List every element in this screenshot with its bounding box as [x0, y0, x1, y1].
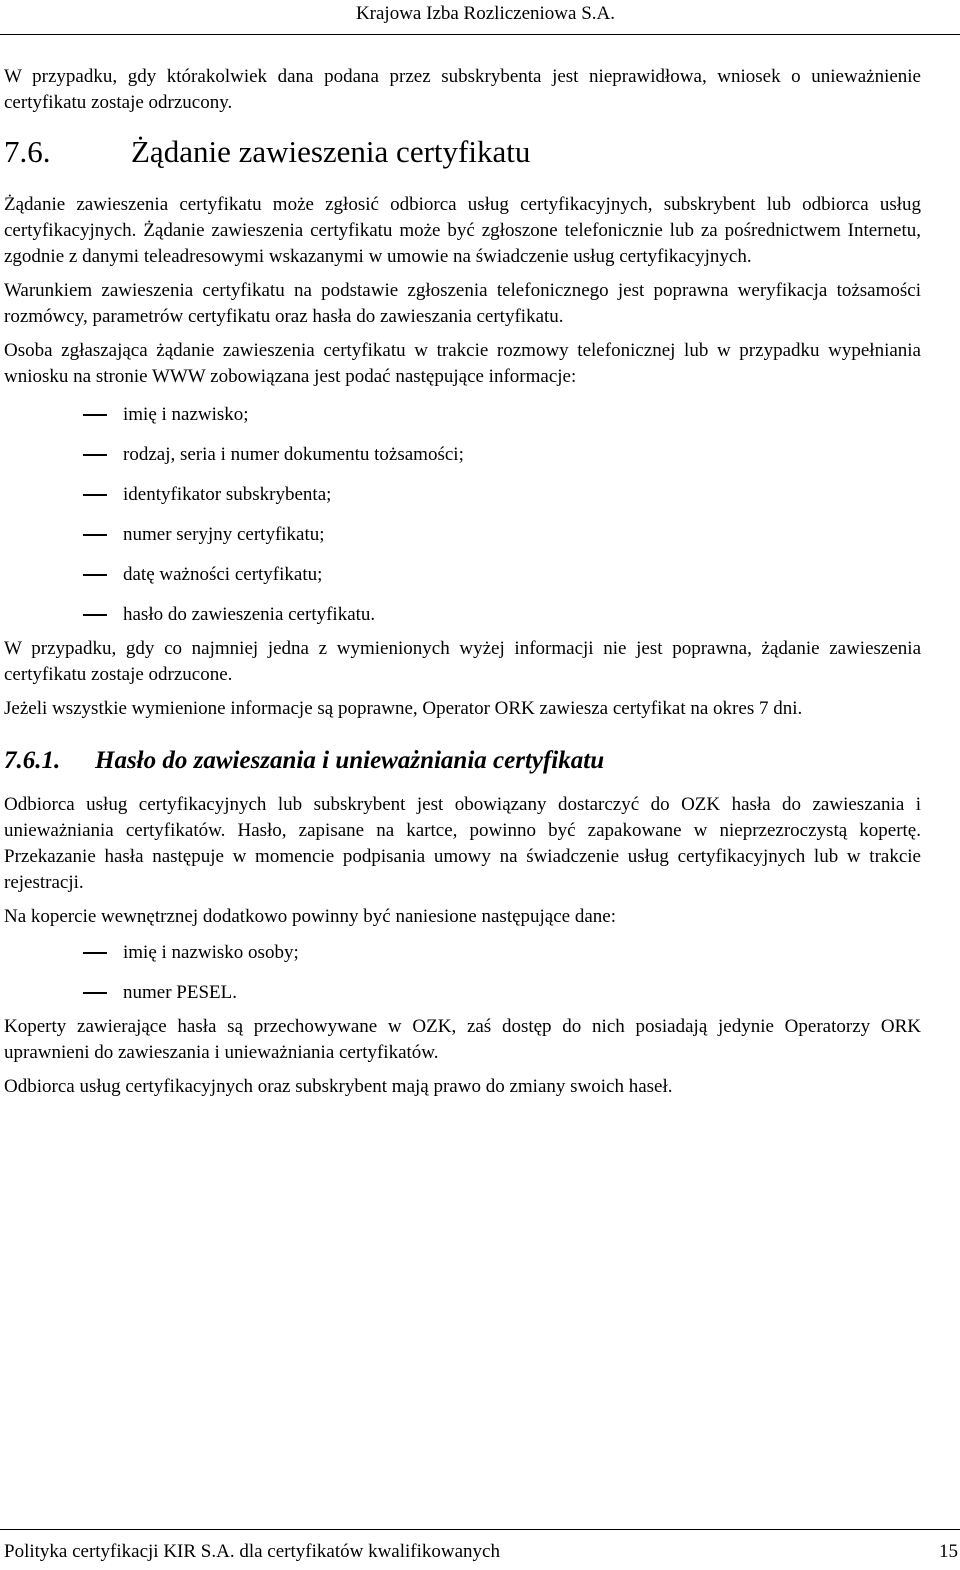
- list-item: [4, 562, 921, 588]
- list-item-text: hasło do zawieszenia certyfikatu.: [123, 604, 376, 625]
- list-item: [4, 522, 921, 548]
- list-item-text: identyfikator subskrybenta;: [123, 484, 332, 505]
- footer-document-title: Polityka certyfikacji KIR S.A. dla certyfikatów kwalifikowanych: [4, 1541, 500, 1562]
- list-item: [4, 442, 921, 468]
- dash-bullet-icon: [83, 574, 107, 576]
- subsection-heading: [4, 744, 921, 778]
- paragraph: Warunkiem zawieszenia certyfikatu na podstawie zgłoszenia telefonicznego jest poprawna weryfikacja tożsamości rozmówcy, parametrów certyfikatu oraz hasła do zawieszania certyfikatu.: [4, 280, 921, 327]
- paragraph: W przypadku, gdy co najmniej jedna z wymienionych wyżej informacji nie jest poprawna, żądanie zawieszenia certyfikatu zostaje odrzucone.: [4, 638, 921, 685]
- paragraph: Jeżeli wszystkie wymienione informacje są poprawne, Operator ORK zawiesza certyfikat na okres 7 dni.: [4, 698, 803, 719]
- document-body: [4, 64, 921, 1108]
- page-footer: [0, 1529, 960, 1562]
- page-header: [0, 2, 960, 35]
- section-title: Żądanie zawieszenia certyfikatu: [131, 134, 531, 169]
- list-item: [4, 980, 921, 1006]
- list-item-text: datę ważności certyfikatu;: [123, 564, 323, 585]
- paragraph: Żądanie zawieszenia certyfikatu może zgłosić odbiorca usług certyfikacyjnych, subskrybent lub odbiorca usług certyfikacyjnych. Żądanie zawieszenia certyfikatu może być zgłoszone telefonicznie lub za pośrednictwem Internetu, zgodnie z danymi teleadresowymi wskazanymi w umowie na świadczenie usług certyfikacyjnych.: [4, 194, 921, 267]
- paragraph: Osoba zgłaszająca żądanie zawieszenia certyfikatu w trakcie rozmowy telefonicznej lub w przypadku wypełniania wniosku na stronie WWW zobowiązana jest podać następujące informacje:: [4, 340, 921, 387]
- subsection-title: Hasło do zawieszania i unieważniania certyfikatu: [95, 747, 605, 774]
- paragraph: Odbiorca usług certyfikacyjnych lub subskrybent jest obowiązany dostarczyć do OZK hasła do zawieszania i unieważniania certyfikatów. Hasło, zapisane na kartce, powinno być zapakowane w nieprzezroczystą kopertę. Przekazanie hasła następuje w momencie podpisania umowy na świadczenie usług certyfikacyjnych lub w trakcie rejestracji.: [4, 794, 921, 893]
- dash-bullet-icon: [83, 952, 107, 954]
- list-item-text: rodzaj, seria i numer dokumentu tożsamości;: [123, 444, 464, 465]
- dash-bullet-icon: [83, 534, 107, 536]
- header-title: Krajowa Izba Rozliczeniowa S.A.: [355, 3, 615, 24]
- intro-paragraph: W przypadku, gdy którakolwiek dana podana przez subskrybenta jest nieprawidłowa, wniosek o unieważnienie certyfikatu zostaje odrzucony.: [4, 66, 921, 113]
- dash-bullet-icon: [83, 614, 107, 616]
- paragraph: Odbiorca usług certyfikacyjnych oraz subskrybent mają prawo do zmiany swoich haseł.: [4, 1076, 673, 1097]
- list-item: [4, 402, 921, 428]
- dash-bullet-icon: [83, 414, 107, 416]
- list-item-text: numer PESEL.: [123, 982, 237, 1003]
- paragraph: Koperty zawierające hasła są przechowywane w OZK, zaś dostęp do nich posiadają jedynie Operatorzy ORK uprawnieni do zawieszania i unieważniania certyfikatów.: [4, 1016, 921, 1063]
- section-number: 7.6.: [4, 134, 51, 169]
- required-info-list: [4, 402, 921, 628]
- list-item-text: imię i nazwisko osoby;: [123, 942, 299, 963]
- envelope-data-list: [4, 940, 921, 1006]
- dash-bullet-icon: [83, 494, 107, 496]
- list-item: [4, 940, 921, 966]
- list-item-text: numer seryjny certyfikatu;: [123, 524, 325, 545]
- list-item: [4, 482, 921, 508]
- dash-bullet-icon: [83, 454, 107, 456]
- list-item: [4, 602, 921, 628]
- list-item-text: imię i nazwisko;: [123, 404, 249, 425]
- subsection-number: 7.6.1.: [4, 747, 61, 774]
- dash-bullet-icon: [83, 992, 107, 994]
- paragraph: Na kopercie wewnętrznej dodatkowo powinny być naniesione następujące dane:: [4, 906, 616, 927]
- section-heading: [4, 132, 921, 172]
- page-number: 15: [939, 1541, 958, 1562]
